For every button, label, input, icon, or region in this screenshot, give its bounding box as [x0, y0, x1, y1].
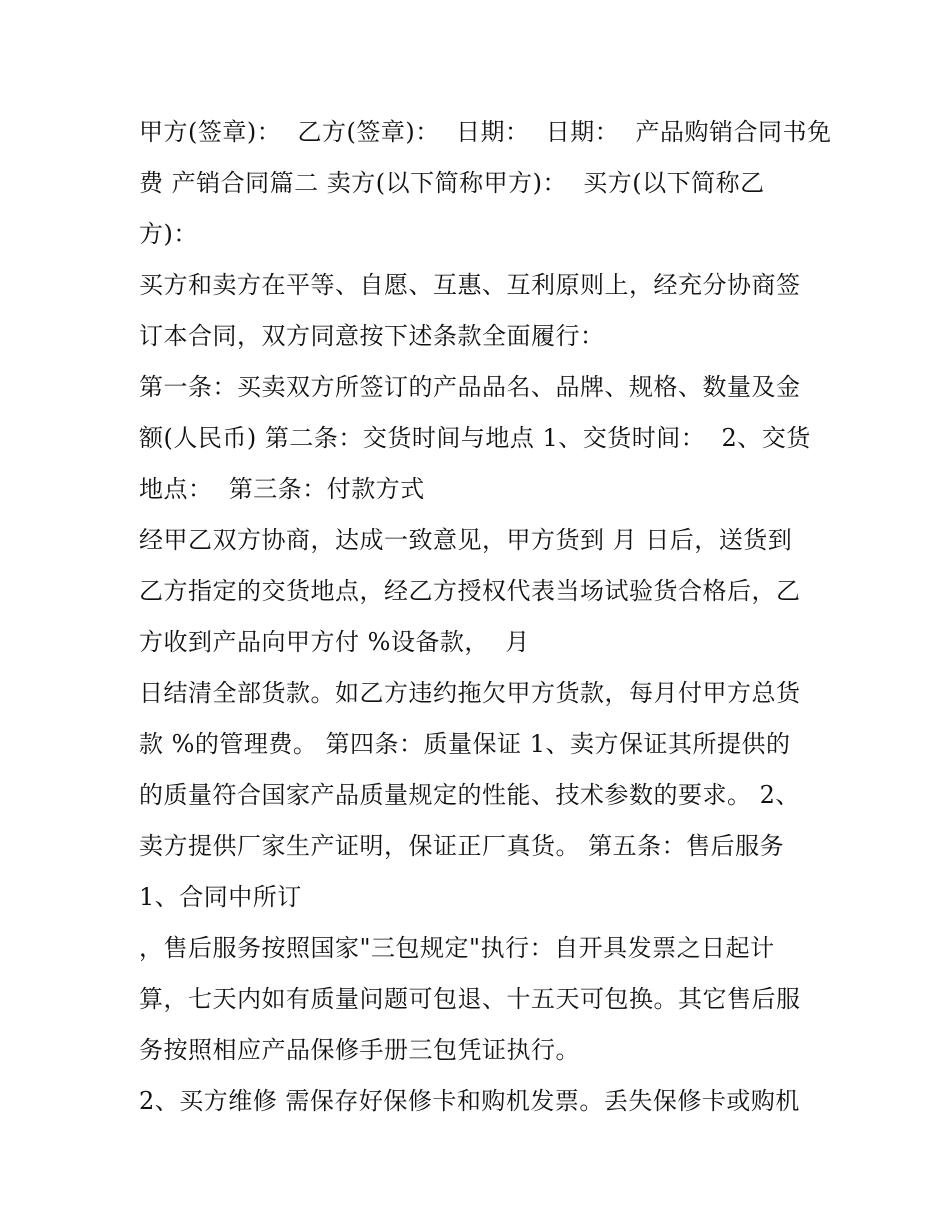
text-line: 经甲乙双方协商，达成一致意见，甲方货到 月 日后，送货到: [139, 526, 793, 554]
text-line: 第一条：买卖双方所签订的产品品名、品牌、规格、数量及金: [139, 373, 801, 401]
text-line: 2、买方维修 需保存好保修卡和购机发票。丢失保修卡或购机: [139, 1087, 800, 1115]
text-line: 卖方提供厂家生产证明，保证正厂真货。 第五条：售后服务: [139, 832, 785, 860]
text-line: 甲方(签章)： 乙方(签章)： 日期： 日期： 产品购销合同书免: [139, 118, 832, 146]
text-line: 方)：: [139, 220, 198, 248]
text-line: 额(人民币) 第二条：交货时间与地点 1、交货时间： 2、交货: [139, 424, 811, 452]
text-line: 买方和卖方在平等、自愿、互惠、互利原则上，经充分协商签: [139, 271, 801, 299]
text-line: 1、合同中所订: [139, 883, 302, 911]
text-line: 日结清全部货款。如乙方违约拖欠甲方货款，每月付甲方总货: [139, 679, 801, 707]
text-line: 算，七天内如有质量问题可包退、十五天可包换。其它售后服: [139, 985, 801, 1013]
text-line: 乙方指定的交货地点，经乙方授权代表当场试验货合格后，乙: [139, 577, 801, 605]
text-line: 务按照相应产品保修手册三包凭证执行。: [139, 1036, 580, 1064]
text-line: ，售后服务按照国家"三包规定"执行：自开具发票之日起计: [139, 934, 775, 962]
text-line: 的质量符合国家产品质量规定的性能、技术参数的要求。 2、: [139, 781, 800, 809]
text-line: 订本合同，双方同意按下述条款全面履行：: [139, 322, 605, 350]
document-body: [139, 107, 832, 1127]
text-line: 地点： 第三条：付款方式: [139, 475, 425, 503]
text-line: 款 %的管理费。 第四条：质量保证 1、卖方保证其所提供的: [139, 730, 791, 758]
text-line: 方收到产品向甲方付 %设备款， 月: [139, 628, 530, 656]
text-line: 费 产销合同篇二 卖方(以下简称甲方)： 买方(以下简称乙: [139, 169, 765, 197]
